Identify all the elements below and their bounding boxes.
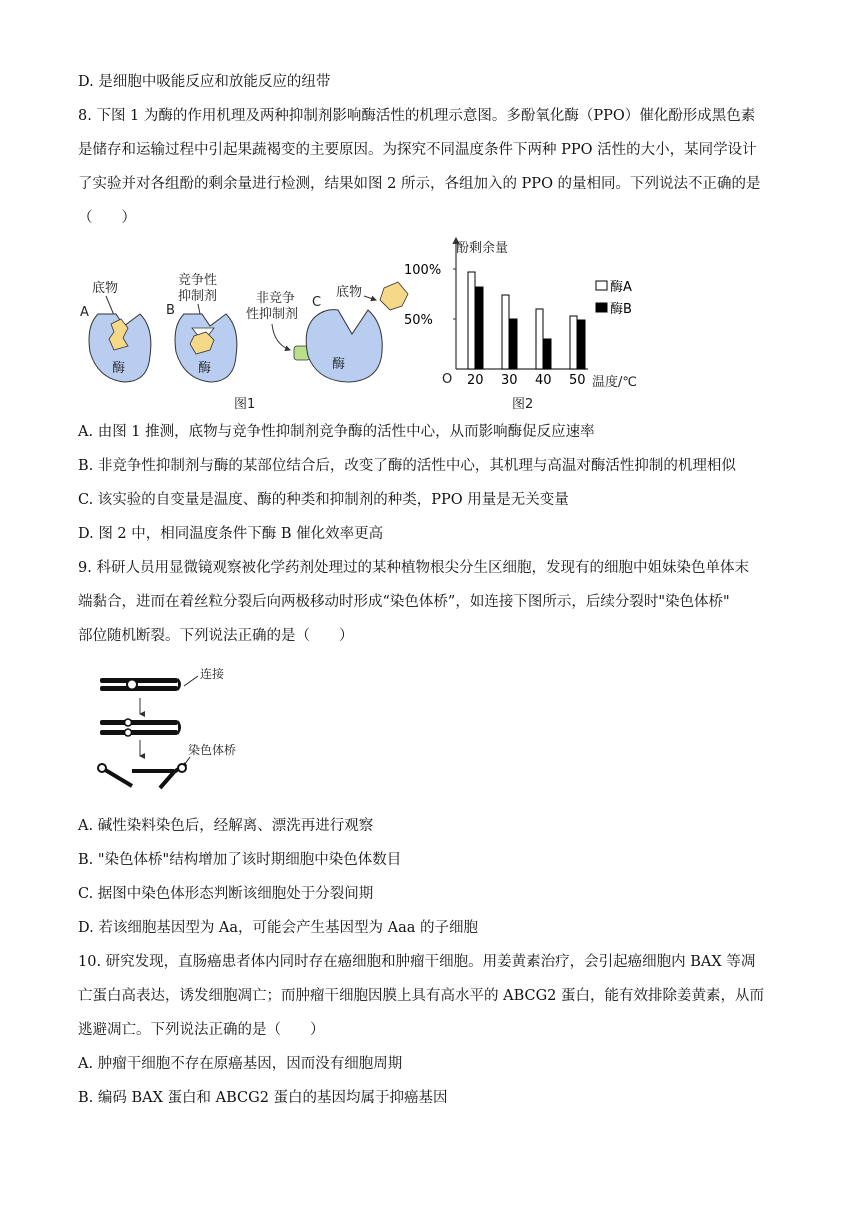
- substrate-label-c: 底物: [336, 285, 363, 300]
- bar-酶B-20: [476, 287, 483, 369]
- x-tick-label: 30: [501, 373, 518, 388]
- panel-b-label: B: [166, 303, 175, 318]
- origin-label: O: [442, 372, 453, 387]
- q8-option-c: C. 该实验的自变量是温度、酶的种类和抑制剂的种类，PPO 用量是无关变量: [78, 492, 569, 508]
- q7-option-d: D. 是细胞中吸能反应和放能反应的纽带: [78, 74, 331, 90]
- substrate-shape-a: [109, 319, 128, 350]
- q8-stem-line-2: 是储存和运输过程中引起果蔬褐变的主要原因。为探究不同温度条件下两种 PPO 活性的大小，某同学设计: [78, 142, 757, 158]
- inhibitor-arrow: [272, 324, 290, 350]
- legend-label: 酶A: [610, 280, 632, 295]
- legend-label: 酶B: [610, 302, 632, 317]
- bar-酶A-40: [536, 309, 543, 369]
- figure-2-caption: 图2: [512, 397, 534, 412]
- q8-option-b: B. 非竞争性抑制剂与酶的某部位结合后，改变了酶的活性中心，其机理与高温对酶活性抑制的机理相似: [78, 458, 736, 474]
- q8-option-a: A. 由图 1 推测，底物与竞争性抑制剂竞争酶的活性中心，从而影响酶促反应速率: [78, 424, 595, 440]
- q9-stem-line-2: 端黏合，进而在着丝粒分裂后向两极移动时形成“染色体桥”，如连接下图所示，后续分裂时"染色体桥": [78, 594, 730, 610]
- q8-stem-line-1: 8. 下图 1 为酶的作用机理及两种抑制剂影响酶活性的机理示意图。多酚氧化酶（PPO）催化酚形成黑色素: [78, 108, 756, 124]
- bar-酶B-40: [544, 339, 551, 369]
- bar-酶A-30: [502, 295, 509, 369]
- q8-answer-blank: （ ）: [78, 210, 136, 226]
- y-tick-label: 100%: [404, 263, 442, 278]
- figure-1-enzyme-mechanism: [76, 264, 416, 414]
- competitive-inhibitor-label-2: 抑制剂: [178, 289, 218, 304]
- noncompetitive-inhibitor-label-2: 性抑制剂: [246, 307, 299, 322]
- x-tick-label: 40: [535, 373, 552, 388]
- substrate-label: 底物: [92, 281, 119, 296]
- noncompetitive-inhibitor-label-1: 非竞争: [256, 291, 296, 306]
- x-axis-label: 温度/℃: [592, 375, 637, 390]
- panel-c-label: C: [312, 295, 322, 310]
- legend-swatch: [596, 281, 607, 290]
- joined-chromatids: [100, 678, 181, 691]
- bar-酶A-50: [570, 316, 577, 369]
- q10-option-a: A. 肿瘤干细胞不存在原癌基因，因而没有细胞周期: [78, 1056, 403, 1072]
- q9-option-c: C. 据图中染色体形态判断该细胞处于分裂间期: [78, 886, 374, 902]
- competitive-inhibitor-label-1: 竞争性: [178, 273, 218, 288]
- connect-label: 连接: [200, 667, 225, 681]
- substrate-release-arrow: [364, 296, 376, 300]
- legend-swatch: [596, 303, 607, 312]
- enzyme-label-b: 酶: [198, 361, 212, 376]
- x-tick-label: 50: [569, 373, 586, 388]
- chromosome-bridge: [98, 764, 186, 788]
- enzyme-label-a: 酶: [112, 361, 126, 376]
- q8-option-d: D. 图 2 中，相同温度条件下酶 B 催化效率更高: [78, 526, 384, 542]
- y-tick-label: 50%: [404, 313, 433, 328]
- figure-1-caption: 图1: [234, 397, 256, 412]
- q9-stem-line-3: 部位随机断裂。下列说法正确的是（ ）: [78, 628, 354, 644]
- bar-酶B-50: [578, 320, 585, 369]
- chromosome-bridge-figure: [92, 662, 262, 792]
- y-axis-label: 酚剩余量: [456, 241, 509, 256]
- separating-chromatids: [100, 719, 181, 736]
- figure-2-bar-chart: [400, 232, 650, 414]
- q9-option-a: A. 碱性染料染色后，经解离、漂洗再进行观察: [78, 818, 374, 834]
- q9-option-d: D. 若该细胞基因型为 Aa，可能会产生基因型为 Aaa 的子细胞: [78, 920, 479, 936]
- x-tick-label: 20: [467, 373, 484, 388]
- q9-stem-line-1: 9. 科研人员用显微镜观察被化学药剂处理过的某种植物根尖分生区细胞，发现有的细胞中姐妹染色单体末: [78, 560, 749, 576]
- q10-stem-line-1: 10. 研究发现，直肠癌患者体内同时存在癌细胞和肿瘤干细胞。用姜黄素治疗，会引起癌细胞内 BAX 等凋: [78, 954, 756, 970]
- q10-stem-line-2: 亡蛋白高表达，诱发细胞凋亡；而肿瘤干细胞因膜上具有高水平的 ABCG2 蛋白，能有效排除姜黄素，从而: [78, 988, 765, 1004]
- q8-stem-line-3: 了实验并对各组酚的剩余量进行检测，结果如图 2 所示，各组加入的 PPO 的量相同。下列说法不正确的是: [78, 176, 761, 192]
- bar-酶B-30: [510, 319, 517, 369]
- bar-酶A-20: [468, 272, 475, 369]
- chromosome-bridge-label: 染色体桥: [188, 743, 237, 757]
- q9-option-b: B. "染色体桥"结构增加了该时期细胞中染色体数目: [78, 852, 402, 868]
- q10-option-b: B. 编码 BAX 蛋白和 ABCG2 蛋白的基因均属于抑癌基因: [78, 1090, 448, 1106]
- panel-a-label: A: [80, 305, 89, 320]
- q10-stem-line-3: 逃避凋亡。下列说法正确的是（ ）: [78, 1022, 325, 1038]
- enzyme-label-c: 酶: [332, 357, 346, 372]
